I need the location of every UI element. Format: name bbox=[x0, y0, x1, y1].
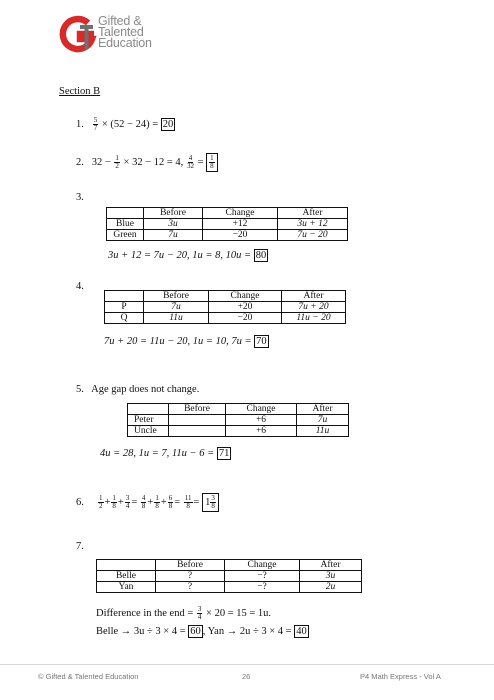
q4-cell: 7u bbox=[144, 302, 209, 313]
q5-cell: Peter bbox=[128, 415, 169, 426]
q4-cell: 7u + 20 bbox=[282, 302, 346, 313]
question-2: 2. 32 − $\frac{1}{2}$ × 32 − 12 = 4, $\frac{4}{32}$ = $\frac{1}{8}$ bbox=[76, 153, 218, 172]
q2-expression-mid: × 32 − 12 = 4, bbox=[123, 156, 184, 168]
q4-header-0 bbox=[105, 291, 144, 302]
q4-cell: P bbox=[105, 302, 144, 313]
q5-work-text: 4u = 28, 1u = 7, 11u − 6 = bbox=[100, 448, 215, 459]
table-row bbox=[105, 302, 346, 313]
q4-header-change: Change bbox=[209, 291, 282, 302]
footer-copyright: © Gifted & Talented Education bbox=[38, 672, 139, 681]
q7-cell: 2u bbox=[300, 582, 362, 593]
q7-cell: Yan bbox=[97, 582, 156, 593]
q7-cell: −? bbox=[225, 571, 300, 582]
table-row bbox=[128, 426, 349, 437]
q5-answer: 71 bbox=[218, 448, 230, 459]
q4-cell: +20 bbox=[209, 302, 282, 313]
q6-answer bbox=[202, 493, 219, 512]
q7-yan-text: , Yan → 2u ÷ 3 × 4 = bbox=[202, 626, 292, 637]
q4-number: 4. bbox=[76, 281, 84, 292]
logo-line-1: Gifted & bbox=[98, 14, 142, 28]
q3-number: 3. bbox=[76, 192, 84, 203]
q2-answer bbox=[206, 153, 218, 172]
q7-cell: 3u bbox=[300, 571, 362, 582]
q3-cell: 3u bbox=[144, 219, 203, 230]
table-row bbox=[107, 230, 348, 241]
q5-cell: +6 bbox=[226, 426, 297, 437]
footer-book-title: P4 Math Express - Vol A bbox=[360, 672, 441, 681]
gifted-talented-logo-icon bbox=[58, 14, 100, 56]
q4-working bbox=[104, 335, 269, 348]
q3-cell: +12 bbox=[203, 219, 278, 230]
footer-divider bbox=[0, 664, 494, 665]
q7-number: 7. bbox=[76, 541, 84, 552]
q5-header-0 bbox=[128, 404, 169, 415]
q6-answer-num: 3 bbox=[211, 494, 215, 502]
q4-cell: 11u bbox=[144, 313, 209, 324]
q4-cell: 11u − 20 bbox=[282, 313, 346, 324]
q1-fraction: $\frac{5}{7}$ bbox=[93, 116, 98, 132]
table-row bbox=[97, 571, 362, 582]
q3-header-0 bbox=[107, 208, 144, 219]
q3-cell: Blue bbox=[107, 219, 144, 230]
q3-cell: 3u + 12 bbox=[278, 219, 348, 230]
q7-table bbox=[96, 559, 362, 593]
q2-expression-start: 32 − bbox=[91, 156, 111, 168]
q3-cell: −20 bbox=[203, 230, 278, 241]
q3-answer: 80 bbox=[255, 250, 267, 261]
q3-cell: 7u bbox=[144, 230, 203, 241]
q5-number: 5. bbox=[76, 384, 84, 395]
table-row bbox=[128, 404, 349, 415]
logo-line-2: Talented bbox=[98, 25, 144, 39]
table-row bbox=[107, 208, 348, 219]
q2-number: 2. bbox=[76, 156, 84, 168]
q2-fraction-half: $\frac{1}{2}$ bbox=[115, 154, 119, 170]
question-5 bbox=[76, 384, 199, 395]
table-row bbox=[107, 219, 348, 230]
q4-table bbox=[104, 290, 346, 324]
footer-page-number: 26 bbox=[242, 672, 251, 681]
q5-cell: 11u bbox=[297, 426, 349, 437]
q1-number: 1. bbox=[76, 118, 84, 130]
q3-work-text: 3u + 12 = 7u − 20, 1u = 8, 10u = bbox=[108, 250, 252, 261]
q5-table bbox=[127, 403, 349, 437]
q4-header-after: After bbox=[282, 291, 346, 302]
q7-cell: Belle bbox=[97, 571, 156, 582]
q3-header-before: Before bbox=[144, 208, 203, 219]
q1-answer: 20 bbox=[162, 118, 174, 130]
q3-header-after: After bbox=[278, 208, 348, 219]
q7-diff-start: Difference in the end = bbox=[96, 607, 194, 619]
q7-difference: Difference in the end = $\frac{3}{4}$ × 20 = 15 = 1u. bbox=[96, 605, 272, 621]
q7-cell: −? bbox=[225, 582, 300, 593]
table-row bbox=[105, 313, 346, 324]
q2-fraction-4-32: $\frac{4}{32}$ bbox=[186, 154, 194, 170]
q2-answer-den: 8 bbox=[210, 162, 214, 170]
q4-cell: −20 bbox=[209, 313, 282, 324]
logo-line-3: Education bbox=[98, 36, 152, 50]
table-row bbox=[105, 291, 346, 302]
q7-belle-text: Belle → 3u ÷ 3 × 4 = bbox=[96, 626, 186, 637]
table-row bbox=[128, 415, 349, 426]
q3-table bbox=[106, 207, 348, 241]
q5-cell bbox=[169, 415, 226, 426]
q7-final bbox=[96, 625, 309, 638]
q5-header-after: After bbox=[297, 404, 349, 415]
q7-cell: ? bbox=[156, 582, 225, 593]
q3-cell: 7u − 20 bbox=[278, 230, 348, 241]
q7-diff-end: × 20 = 15 = 1u. bbox=[206, 607, 272, 619]
q5-cell bbox=[169, 426, 226, 437]
q5-header-change: Change bbox=[226, 404, 297, 415]
q3-header-change: Change bbox=[203, 208, 278, 219]
q6-answer-den: 8 bbox=[211, 502, 215, 510]
q6-answer-whole: 1 bbox=[205, 496, 211, 508]
q7-header-0 bbox=[97, 560, 156, 571]
table-row bbox=[97, 582, 362, 593]
q3-cell: Green bbox=[107, 230, 144, 241]
q4-cell: Q bbox=[105, 313, 144, 324]
q4-answer: 70 bbox=[256, 336, 267, 347]
q2-answer-num: 1 bbox=[210, 154, 214, 162]
q5-cell: +6 bbox=[226, 415, 297, 426]
q5-intro: Age gap does not change. bbox=[91, 384, 200, 395]
q7-header-before: Before bbox=[156, 560, 225, 571]
q4-header-before: Before bbox=[144, 291, 209, 302]
q7-cell: ? bbox=[156, 571, 225, 582]
q1-expression: × (52 − 24) = bbox=[101, 118, 159, 130]
q5-header-before: Before bbox=[169, 404, 226, 415]
q6-number: 6. bbox=[76, 496, 84, 508]
q5-cell: Uncle bbox=[128, 426, 169, 437]
q5-cell: 7u bbox=[297, 415, 349, 426]
q7-yan-answer: 40 bbox=[296, 626, 307, 637]
q7-belle-answer: 60 bbox=[190, 626, 201, 637]
q3-working bbox=[108, 249, 268, 262]
logo bbox=[58, 14, 198, 56]
q7-header-change: Change bbox=[225, 560, 300, 571]
question-6: 6. $\frac{1}{2}$ + $\frac{1}{8}$ + $\frac{3}{4}$ = $\frac{4}{8}$ + $\frac{1}{8}$ + $\frac{6}{8}$ = $\frac{11}{8}$ = 1 $\frac{3}{8}$ bbox=[76, 493, 219, 512]
table-row bbox=[97, 560, 362, 571]
section-title: Section B bbox=[59, 86, 101, 97]
question-1 bbox=[76, 117, 175, 132]
q7-header-after: After bbox=[300, 560, 362, 571]
q5-working bbox=[100, 447, 231, 460]
q4-work-text: 7u + 20 = 11u − 20, 1u = 10, 7u = bbox=[104, 336, 252, 347]
